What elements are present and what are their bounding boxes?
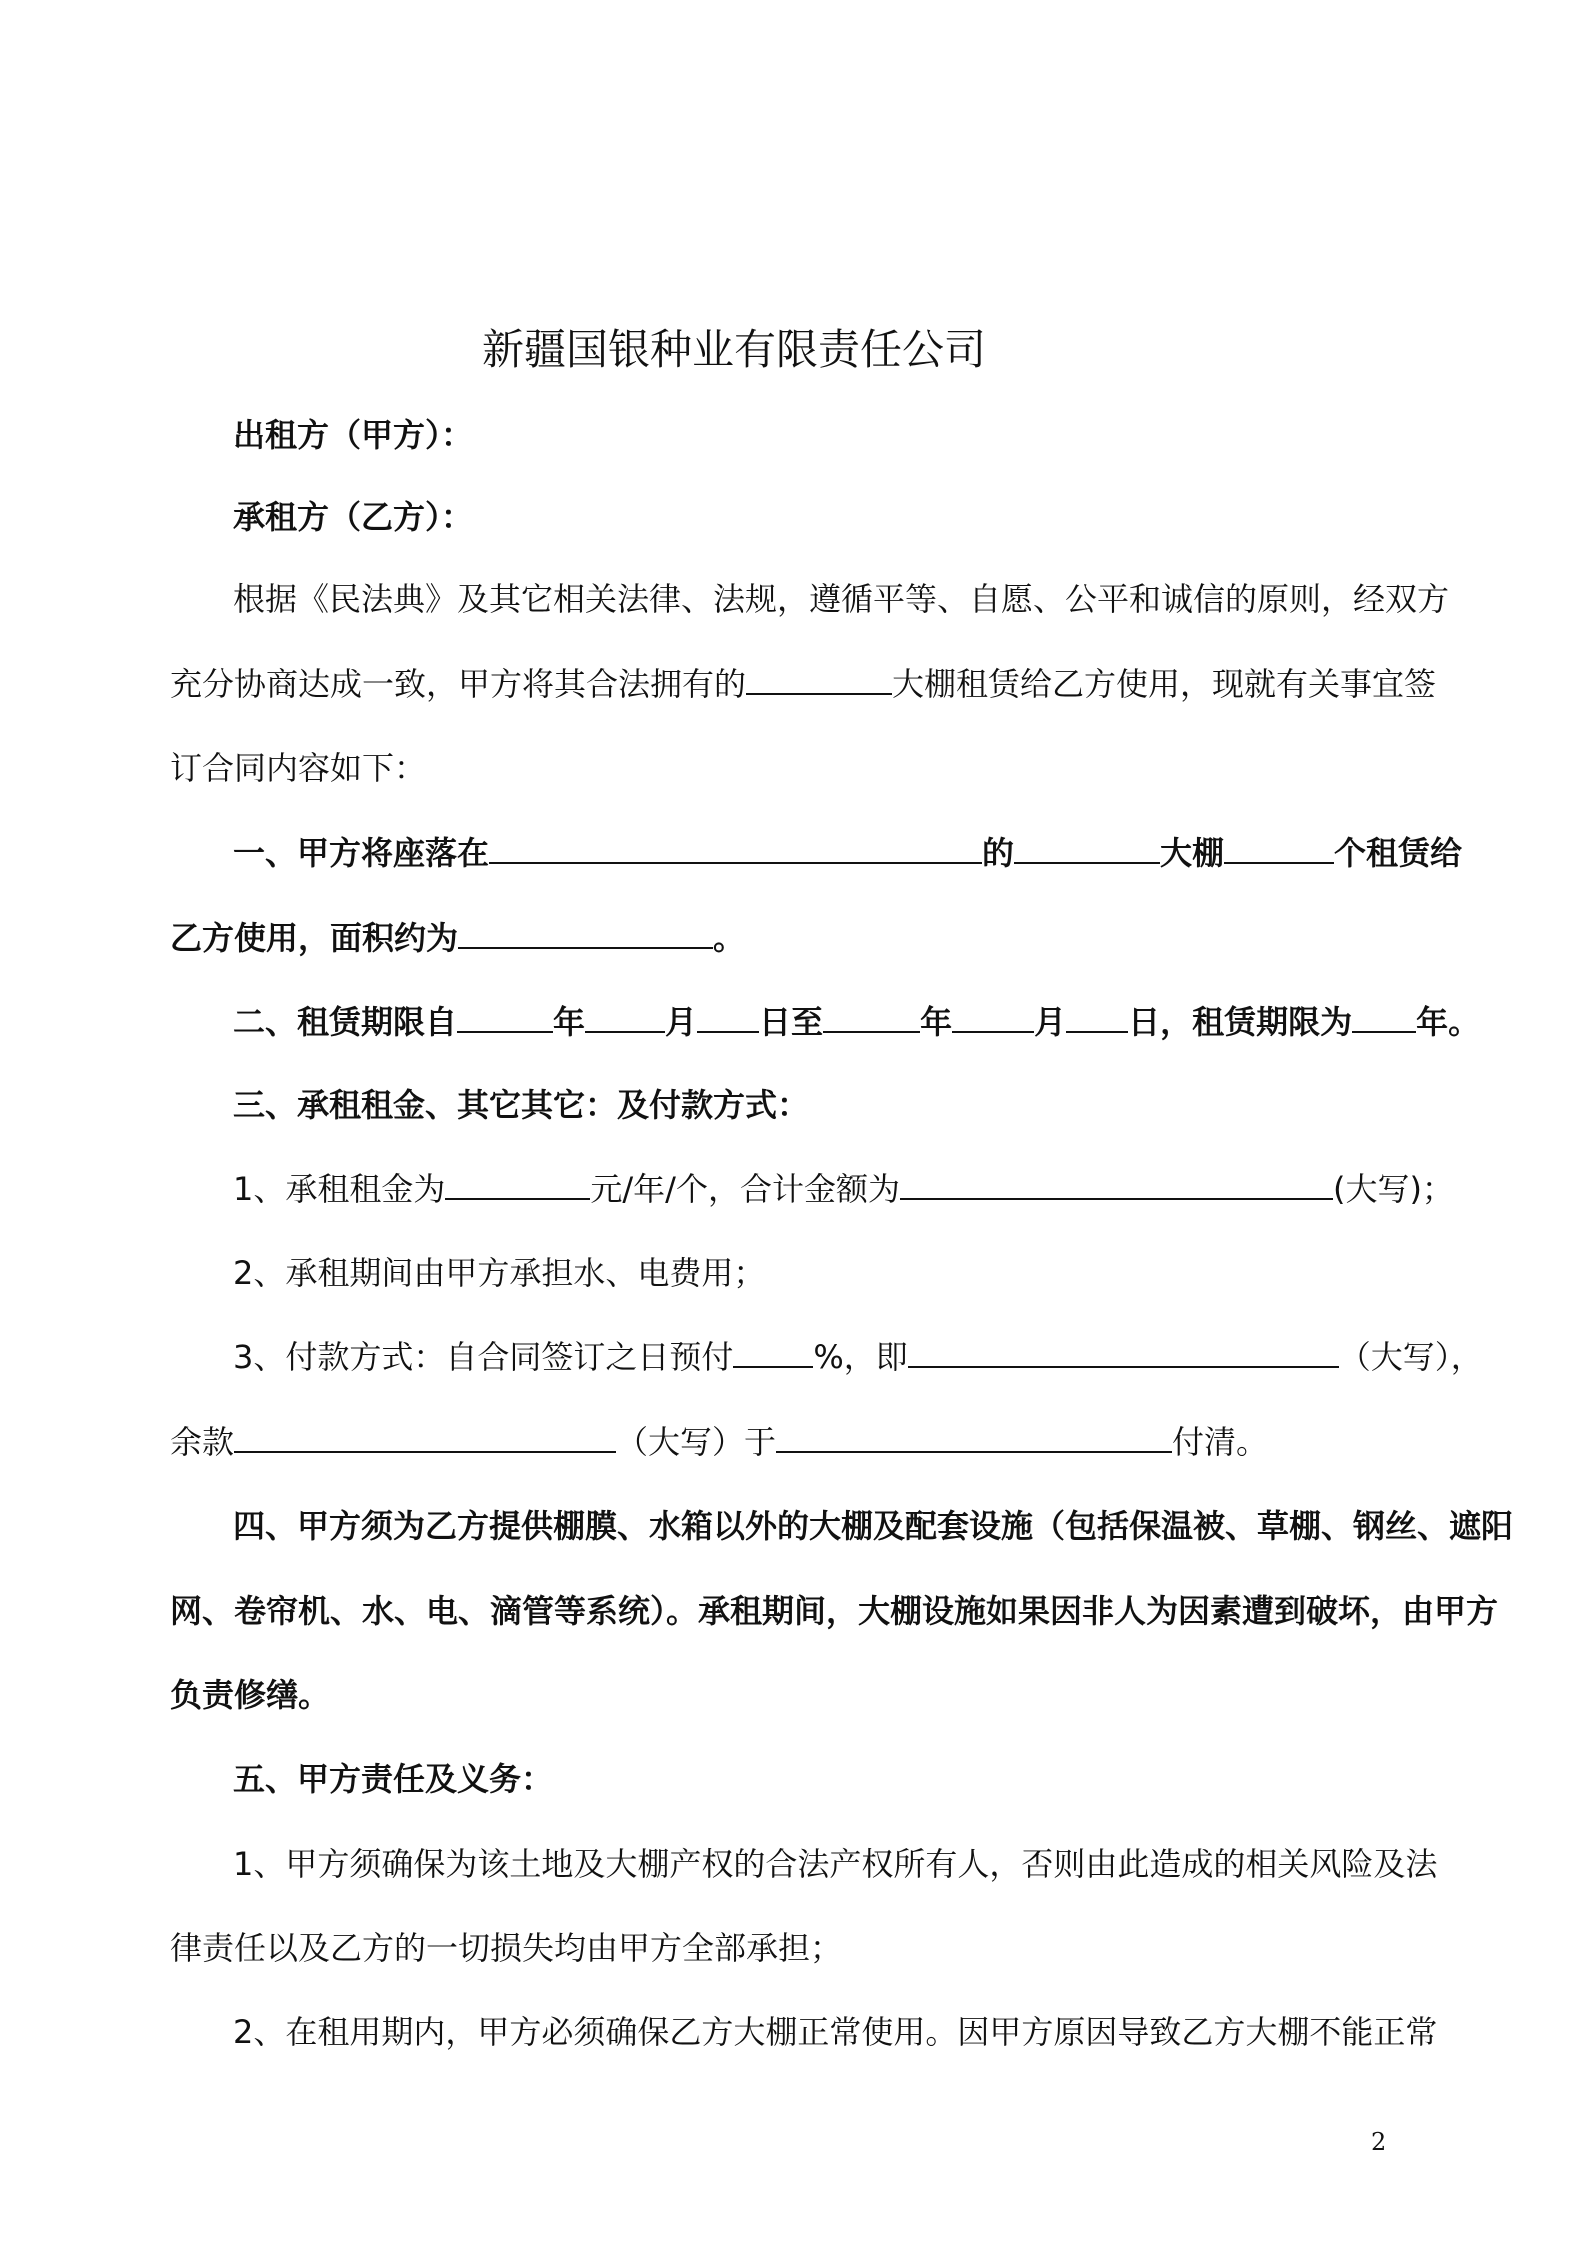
balance-date-blank bbox=[776, 1421, 1172, 1453]
start-year-blank bbox=[457, 1001, 553, 1033]
intro-line-2 bbox=[170, 662, 1436, 706]
s1-text-c: 大棚 bbox=[1160, 834, 1225, 872]
s3-i1-text-a: 1、承租租金为 bbox=[233, 1170, 446, 1208]
end-day-blank bbox=[1066, 1001, 1128, 1033]
s2-year: 年 bbox=[553, 1003, 586, 1041]
s2-month: 月 bbox=[665, 1003, 698, 1041]
end-year-blank bbox=[823, 1001, 920, 1033]
document-title: 新疆国银种业有限责任公司 bbox=[482, 325, 987, 374]
s2-day-term: 日，租赁期限为 bbox=[1128, 1003, 1353, 1041]
s3-i3-text-a: 3、付款方式：自合同签订之日预付 bbox=[233, 1338, 734, 1376]
area-blank bbox=[458, 917, 713, 949]
section-3-heading: 三、承租租金、其它其它：及付款方式： bbox=[233, 1086, 810, 1124]
section-3-item-2: 2、承租期间由甲方承担水、电费用； bbox=[233, 1254, 766, 1292]
s1-text-d: 个租赁给 bbox=[1334, 834, 1463, 872]
balance-amount-blank bbox=[234, 1421, 616, 1453]
s3-i3-text-c: （大写）， bbox=[1338, 1338, 1483, 1376]
s1-text-e: 乙方使用，面积约为 bbox=[170, 919, 459, 957]
section-5-heading: 五、甲方责任及义务： bbox=[233, 1760, 554, 1798]
lessor-label: 出租方（甲方）： bbox=[233, 416, 474, 454]
start-month-blank bbox=[585, 1001, 665, 1033]
s2-month-2: 月 bbox=[1034, 1003, 1067, 1041]
s3-i1-text-c: (大写)； bbox=[1332, 1170, 1454, 1208]
section-4-line-3: 负责修缮。 bbox=[170, 1676, 331, 1714]
s1-text-b: 的 bbox=[982, 834, 1015, 872]
s3-i3-text-f: 付清。 bbox=[1172, 1423, 1269, 1461]
intro-line-1: 根据《民法典》及其它相关法律、法规，遵循平等、自愿、公平和诚信的原则，经双方 bbox=[233, 580, 1450, 618]
section-4-line-1: 四、甲方须为乙方提供棚膜、水箱以外的大棚及配套设施（包括保温被、草棚、钢丝、遮阳 bbox=[233, 1507, 1514, 1545]
rent-per-unit-blank bbox=[445, 1168, 590, 1200]
intro-text-b: 大棚租赁给乙方使用，现就有关事宜签 bbox=[892, 665, 1437, 703]
s3-i3-text-e: （大写）于 bbox=[616, 1423, 777, 1461]
prepay-percent-blank bbox=[733, 1336, 813, 1368]
section-1-line-2 bbox=[170, 916, 745, 960]
section-5-item-1-line-1: 1、甲方须确保为该土地及大棚产权的合法产权所有人，否则由此造成的相关风险及法 bbox=[233, 1845, 1438, 1883]
section-1-line-1 bbox=[233, 831, 1462, 875]
s1-text-f: 。 bbox=[713, 919, 746, 957]
intro-line-3: 订合同内容如下： bbox=[170, 749, 427, 787]
section-5-item-1-line-2: 律责任以及乙方的一切损失均由甲方全部承担； bbox=[170, 1929, 843, 1967]
section-5-item-2-line-1: 2、在租用期内，甲方必须确保乙方大棚正常使用。因甲方原因导致乙方大棚不能正常 bbox=[233, 2013, 1438, 2051]
greenhouse-count-blank bbox=[1224, 832, 1334, 864]
location-blank bbox=[489, 832, 982, 864]
section-3-item-1 bbox=[233, 1167, 1454, 1211]
greenhouse-kind-blank bbox=[1014, 832, 1160, 864]
end-month-blank bbox=[952, 1001, 1034, 1033]
s2-year-2: 年 bbox=[920, 1003, 953, 1041]
s2-end: 年。 bbox=[1416, 1003, 1481, 1041]
s3-i1-text-b: 元/年/个，合计金额为 bbox=[590, 1170, 900, 1208]
s3-i3-text-d: 余款 bbox=[170, 1423, 235, 1461]
section-3-item-3 bbox=[233, 1335, 1483, 1379]
page-number: 2 bbox=[1371, 2128, 1387, 2156]
s3-i3-text-b: %，即 bbox=[813, 1338, 908, 1376]
term-years-blank bbox=[1352, 1001, 1416, 1033]
greenhouse-type-blank bbox=[746, 663, 892, 695]
section-2-line bbox=[233, 1000, 1480, 1044]
section-3-item-3-cont bbox=[170, 1420, 1268, 1464]
section-4-line-2: 网、卷帘机、水、电、滴管等系统）。承租期间，大棚设施如果因非人为因素遭到破坏，由甲方 bbox=[170, 1592, 1499, 1630]
prepay-amount-blank bbox=[908, 1336, 1339, 1368]
total-amount-blank bbox=[900, 1168, 1333, 1200]
s2-day-to: 日至 bbox=[759, 1003, 824, 1041]
start-day-blank bbox=[697, 1001, 759, 1033]
s2-text-a: 二、租赁期限自 bbox=[233, 1003, 458, 1041]
lessee-label: 承租方（乙方）： bbox=[233, 498, 474, 536]
s1-text-a: 一、甲方将座落在 bbox=[233, 834, 490, 872]
intro-text-a: 充分协商达成一致，甲方将其合法拥有的 bbox=[170, 665, 747, 703]
